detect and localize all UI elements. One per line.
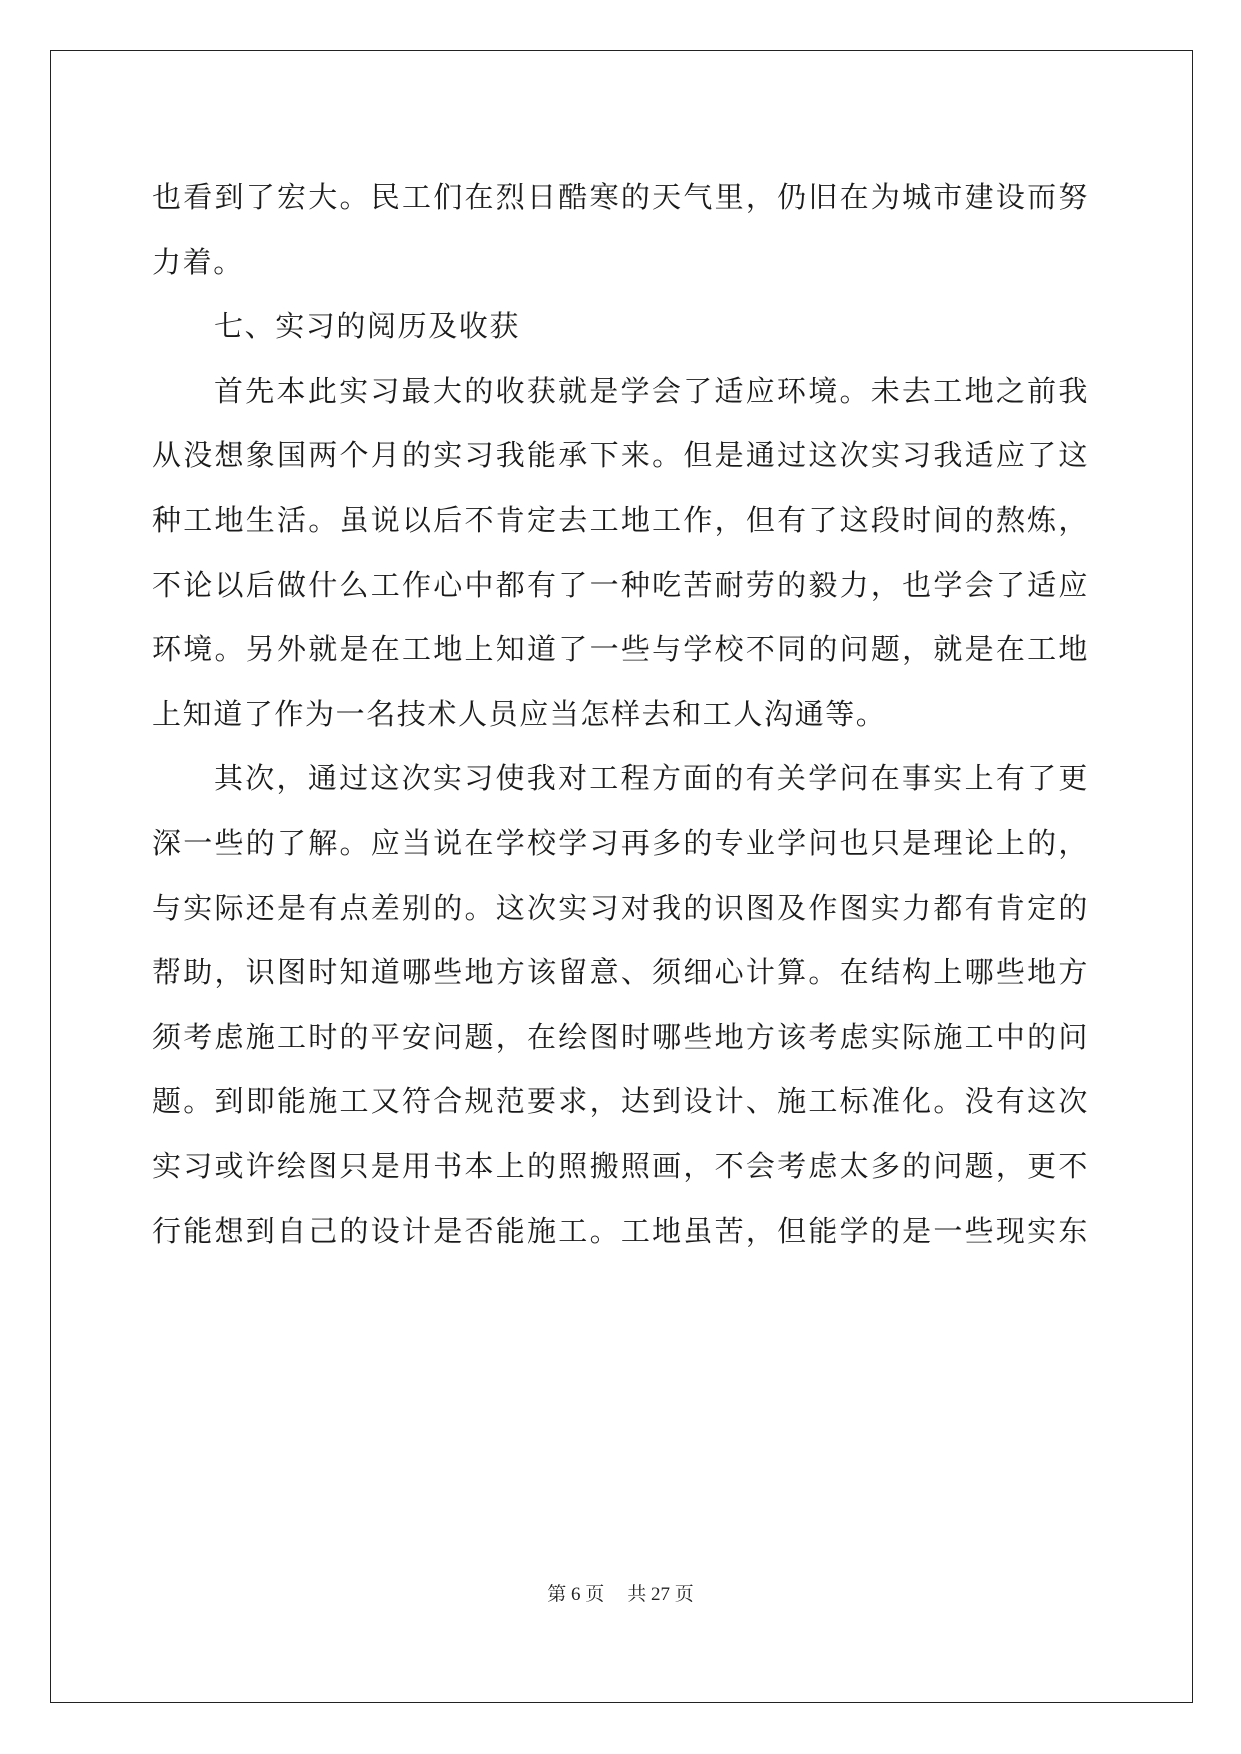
text-line: 与实际还是有点差别的。这次实习对我的识图及作图实力都有肯定的 bbox=[152, 890, 1089, 925]
text-line: 实习或许绘图只是用书本上的照搬照画，不会考虑太多的问题，更不 bbox=[152, 1148, 1089, 1183]
text-line: 从没想象国两个月的实习我能承下来。但是通过这次实习我适应了这 bbox=[152, 438, 1089, 473]
text-line: 其次，通过这次实习使我对工程方面的有关学问在事实上有了更 bbox=[214, 761, 1089, 796]
text-line: 上知道了作为一名技术人员应当怎样去和工人沟通等。 bbox=[152, 696, 887, 731]
text-line: 力着。 bbox=[152, 244, 244, 279]
text-line: 不论以后做什么工作心中都有了一种吃苦耐劳的毅力，也学会了适应 bbox=[152, 567, 1089, 602]
text-line: 环境。另外就是在工地上知道了一些与学校不同的问题，就是在工地 bbox=[152, 632, 1089, 667]
document-body bbox=[152, 165, 1089, 1263]
text-line: 帮助，识图时知道哪些地方该留意、须细心计算。在结构上哪些地方 bbox=[152, 955, 1089, 990]
text-line: 题。到即能施工又符合规范要求，达到设计、施工标准化。没有这次 bbox=[152, 1084, 1089, 1119]
section-heading: 七、实习的阅历及收获 bbox=[214, 309, 521, 344]
text-line: 须考虑施工时的平安问题，在绘图时哪些地方该考虑实际施工中的问 bbox=[152, 1019, 1089, 1054]
text-line: 行能想到自己的设计是否能施工。工地虽苦，但能学的是一些现实东 bbox=[152, 1213, 1089, 1248]
text-line: 深一些的了解。应当说在学校学习再多的专业学问也只是理论上的， bbox=[152, 825, 1089, 860]
page-number: 第 6 页 bbox=[547, 1584, 605, 1605]
page-footer bbox=[0, 1579, 1241, 1606]
text-line: 首先本此实习最大的收获就是学会了适应环境。未去工地之前我 bbox=[214, 373, 1089, 408]
text-line: 种工地生活。虽说以后不肯定去工地工作，但有了这段时间的熬炼， bbox=[152, 502, 1089, 537]
page-total: 共 27 页 bbox=[627, 1584, 694, 1605]
text-line: 也看到了宏大。民工们在烈日酷寒的天气里，仍旧在为城市建设而努 bbox=[152, 180, 1089, 214]
